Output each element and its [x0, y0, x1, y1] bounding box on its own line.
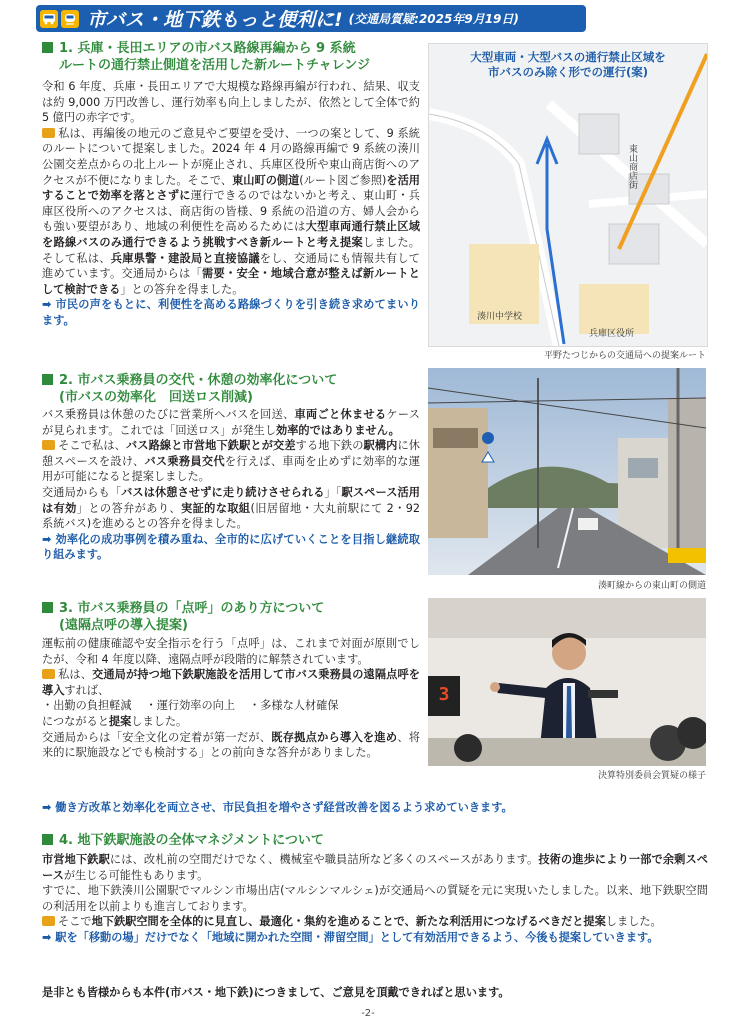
bullet-item: ・多様な人材確保	[249, 699, 339, 713]
section-3-heading-line1: 3. 市バス乗務員の「点呼」のあり方について	[59, 601, 325, 616]
bold-text-run: バスは休憩させずに走り続けさせられる	[121, 485, 325, 499]
committee-photo-caption: 決算特別委員会質疑の様子	[597, 771, 706, 781]
pointing-hand-icon	[42, 669, 55, 679]
pointing-hand-icon	[42, 916, 55, 926]
text-run: そこで	[58, 915, 92, 929]
section-3-body	[42, 636, 420, 761]
banner-subtitle: (交通局質疑:2025年9月19日)	[348, 12, 519, 26]
bold-text-run: 既存拠点から導入を進め	[271, 730, 398, 744]
section-4-paragraph-3	[42, 914, 708, 930]
text-run: 運行できるのではないかと考え、東山町・兵庫区役所へのアクセスは、商店街の皆様、9 系統の沿道の方、婦人会からも強い要望があり、地域の利便性を高めるためには	[42, 189, 420, 234]
bold-text-run: バス乗務員交代	[144, 454, 225, 468]
heading-square-icon	[42, 602, 53, 613]
bold-text-run: 車両ごと休ませる	[294, 408, 387, 421]
street-photo	[428, 368, 706, 575]
text-run: しました。そして私は、	[42, 235, 420, 265]
page-banner	[36, 5, 586, 32]
map-caption: 平野たつじからの交通局への提案ルート	[543, 351, 706, 361]
section-1-heading-line2: ルートの通行禁止側道を活用した新ルートチャレンジ	[59, 58, 370, 73]
committee-photo-graphic	[428, 598, 706, 766]
section-4-conclusion: ➡ 駅を「移動の場」だけでなく「地域に開かれた空間・滞留空間」として有効活用できるよう、今後も提案していきます。	[42, 930, 659, 944]
section-4-paragraph-2: すでに、地下鉄湊川公園駅でマルシン市場出店(マルシンマルシェ)が交通局への質疑を元に実現いたしました。以来、地下鉄駅空間の利活用を以前よりも進言しております。	[42, 884, 708, 913]
bold-text-run: 市営地下鉄駅	[42, 853, 110, 866]
section-3-heading-line2: (遠隔点呼の導入提案)	[59, 618, 188, 633]
bold-text-run: 兵庫県警・建設局と直接協議	[110, 251, 260, 265]
text-run: には、改札前の空間だけでなく、機械室や職員詰所など多くのスペースがあります。	[109, 853, 539, 866]
section-1-heading	[42, 40, 422, 74]
heading-square-icon	[42, 374, 53, 385]
text-run: を行えば、車両を止めずに効率的な運用が可能になると提案しました。	[42, 454, 420, 484]
street-photo-graphic	[428, 368, 706, 575]
section-4-paragraph-1	[42, 852, 708, 883]
text-run: しました。	[131, 714, 188, 728]
bold-text-run: 地下鉄駅空間を全体的に見直し、最適化・集約を進めることで、新たな利活用につなげるべきだと提案	[91, 915, 606, 929]
text-run: 私は、	[58, 668, 93, 682]
bold-text-run: 大型車両通行禁止区域を路線バスのみ通行できるよう挑戦すべき新ルートと考え提案	[42, 220, 420, 249]
closing-message: 是非とも皆様からも本件(市バス・地下鉄)につきまして、ご意見を頂戴できればと思います。	[42, 986, 510, 999]
section-3-paragraph-2	[42, 667, 420, 698]
section-1-conclusion: ➡ 市民の声をもとに、利便性を高める路線づくりを引き続き求めてまいります。	[42, 298, 420, 327]
section-1-body	[42, 79, 420, 329]
section-1-paragraph-1: 令和 6 年度、兵庫・長田エリアで大規模な路線再編が行われ、結果、収支は約 9,000 万円改善し、運行効率も向上しましたが、依然として全体で約 5 億円の赤字です。	[42, 80, 420, 125]
map-title	[429, 50, 707, 80]
street-photo-caption: 湊町線からの東山町の側道	[597, 581, 706, 591]
section-3-paragraph-1: 運転前の健康確認や安全指示を行う「点呼」は、これまで対面が原則でしたが、令和 4 年度以降、遠隔点呼が段階的に解禁されています。	[42, 637, 420, 666]
section-2-conclusion: ➡ 効率化の成功事例を積み重ね、全市的に広げていくことを目指し継続取り組みます。	[42, 532, 420, 562]
map-office-label: 兵庫区役所	[589, 329, 635, 339]
text-run: そこで私は、	[58, 439, 126, 453]
map-school-label: 湊川中学校	[477, 312, 523, 322]
bold-text-run: 東山町の側道	[232, 173, 300, 187]
section-3-bullets	[42, 698, 420, 714]
section-2-heading-line1: 2. 市バス乗務員の交代・休憩の効率化について	[59, 373, 338, 388]
text-run: につながると	[42, 714, 109, 728]
section-3-heading	[42, 600, 422, 634]
text-run: バス乗務員は休憩のたびに営業所へバスを回送、	[42, 408, 295, 421]
section-3-paragraph-4	[42, 730, 420, 761]
route-map	[428, 43, 708, 347]
text-run: ケースが見られます。これでは「回送ロス」が発生し	[42, 408, 420, 437]
map-title-line1: 大型車両・大型バスの通行禁止区域を	[470, 50, 666, 64]
bold-text-run: 技術の進歩により一部で余剰スペース	[42, 853, 708, 882]
pointing-hand-icon	[42, 128, 55, 138]
text-run: 交通局からも「	[42, 485, 122, 499]
text-run: すれば、	[64, 683, 110, 697]
bold-text-run: 交通局が持つ地下鉄駅施設を活用して市バス乗務員の遠隔点呼を導入	[42, 668, 420, 697]
bold-text-run: 実証的な取組	[181, 501, 251, 515]
pointing-hand-icon	[42, 440, 55, 450]
text-run: 」との答弁を得ました。	[120, 282, 244, 296]
section-1-heading-line1: 1. 兵庫・長田エリアの市バス路線再編から 9 系統	[59, 41, 356, 56]
text-run: する地下鉄の	[295, 439, 364, 453]
section-2-paragraph-3	[42, 485, 420, 532]
text-run: が生じる可能性もあります。	[63, 868, 209, 882]
bold-text-run: 駅スペース活用は有効	[42, 485, 420, 515]
bullet-item: ・出勤の負担軽減	[42, 699, 132, 713]
bold-text-run: バス路線と市営地下鉄駅とが交差	[125, 439, 296, 453]
text-run: 交通局からは「安全文化の定着が第一だが、	[42, 730, 272, 744]
committee-photo	[428, 598, 706, 766]
bold-text-run: を活用することで効率を落とさずに	[42, 173, 420, 203]
section-4-heading	[42, 832, 702, 849]
text-run: に休憩スペースを設け、	[42, 439, 420, 468]
section-1-paragraph-2	[42, 126, 420, 298]
bullet-item: ・運行効率の向上	[145, 699, 236, 713]
bold-text-run: 提案	[108, 714, 132, 728]
text-run: 」「	[324, 485, 342, 499]
section-2-body	[42, 407, 420, 563]
heading-square-icon	[42, 834, 53, 845]
bold-text-run: 駅構内	[363, 439, 398, 453]
section-3-conclusion: ➡ 働き方改革と効率化を両立させ、市民負担を増やさず経営改善を図るよう求めていきます。	[42, 801, 513, 814]
bold-text-run: 需要・安全・地域合意が整えば新ルートとして検討できる	[42, 267, 420, 296]
text-run: 、将来的に駅施設などでも検討する」との前向きな答弁がありました。	[42, 730, 420, 760]
bold-text-run: 効率的ではありません。	[276, 423, 400, 437]
route-map-graphic	[429, 44, 707, 346]
podium-number: 3	[438, 684, 450, 705]
subway-icon	[61, 10, 79, 28]
section-4-body	[42, 852, 708, 946]
section-2-heading	[42, 372, 422, 406]
text-run: (旧居留地・大丸前駅にて 2・92 系統バス)を進めるとの答弁を得ました。	[42, 501, 420, 531]
banner-title: 市バス・地下鉄もっと便利に!	[87, 9, 343, 31]
text-run: しました。	[605, 915, 662, 929]
page-number: -2-	[361, 1008, 375, 1019]
section-2-paragraph-1	[42, 407, 420, 438]
map-title-line2: 市バスのみ除く形での運行(案)	[487, 65, 648, 79]
map-street-label: 東山商店街	[627, 144, 637, 189]
bus-icon	[40, 10, 58, 28]
section-2-paragraph-2	[42, 438, 420, 485]
section-4-heading-text: 4. 地下鉄駅施設の全体マネジメントについて	[59, 833, 324, 848]
text-run: (ルート図ご参照)	[299, 173, 387, 187]
text-run: 私は、再編後の地元のご意見やご要望を受け、一つの案として、9 系統のルートについて提案しました。2024 年 4 月の路線再編で 9 系統の湊川公園交差点からの北上ルートが廃止され、兵庫区役所や東山商店街へのアクセスが不便になりました。そこで、	[42, 126, 420, 187]
section-3-paragraph-3	[42, 714, 420, 730]
heading-square-icon	[42, 42, 53, 53]
text-run: をし、交通局にも情報共有して進めています。交通局からは「	[42, 251, 420, 281]
text-run: 」との答弁があり、	[76, 501, 181, 515]
section-2-heading-line2: (市バスの効率化 回送ロス削減)	[59, 390, 253, 405]
